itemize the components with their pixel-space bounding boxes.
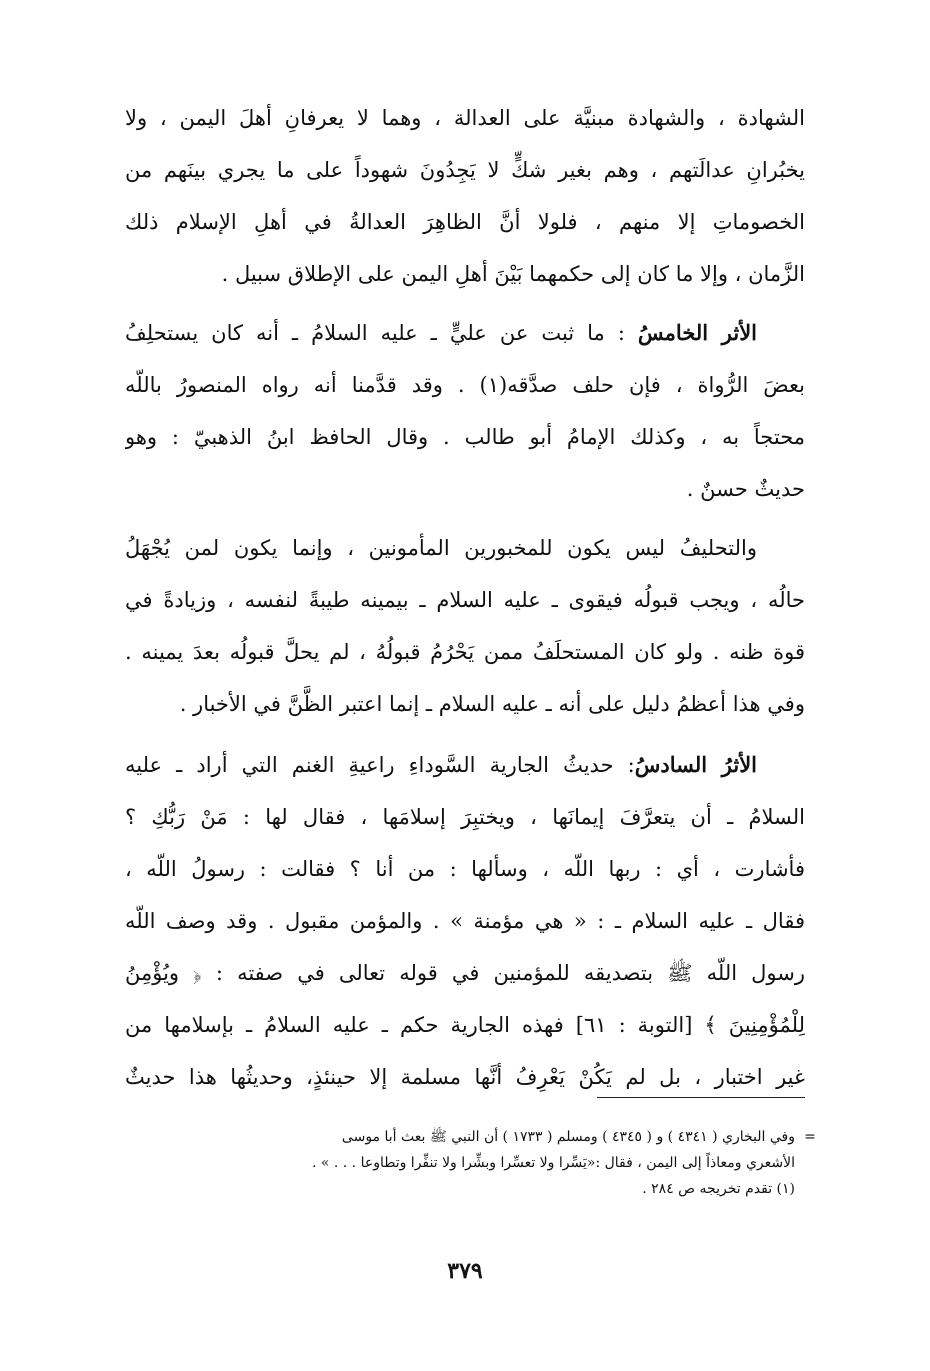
continuation-marker: =	[804, 1129, 816, 1145]
footnote-line	[125, 1124, 825, 1150]
text-line-rest: : ما ثبت عن عليٍّ ـ عليه السلامُ ـ أنه كان يستحلِفُ	[125, 321, 638, 345]
text-line-rest: : حديثُ الجارية السَّوداءِ راعيةِ الغنم التي أراد ـ عليه	[125, 753, 635, 777]
text-line: والتحليفُ ليس يكون للمخبورين المأمونين ، وإنما يكون لمن يُجْهَلُ	[125, 536, 757, 560]
paragraph-athar-khamis	[125, 307, 805, 515]
paragraph-1	[125, 92, 805, 300]
text-line: بعضَ الرُّواة ، فإن حلف صدَّقه(١) . وقد قدَّمنا أنه رواه المنصورُ باللّه	[125, 373, 805, 397]
text-line	[125, 739, 805, 791]
text-line: قوة ظنه . ولو كان المستحلَفُ ممن يَحْرُمُ قبولُهُ ، لم يحلَّ قبولُه بعدَ يمينه .	[125, 640, 805, 664]
text-line: محتجاً به ، وكذلك الإمامُ أبو طالب . وقال الحافظ ابنُ الذهبيّ : وهو	[125, 425, 805, 449]
footnote-text: وفي البخاري ( ٤٣٤١ ) و ( ٤٣٤٥ ) ومسلم ( ١٧٣٣ ) أن النبي ﷺ بعث أبا موسى	[341, 1129, 795, 1145]
text-line: حالُه ، ويجب قبولُه فيقوى ـ عليه السلام ـ بيمينه طيبةً لنفسه ، وزيادةً في	[125, 588, 805, 612]
text-line: يخبُرانِ عدالَتهم ، وهم بغير شكٍّ لا يَجِدُونَ شهوداً على ما يجري بينَهم من	[125, 158, 805, 182]
paragraph-tahlif	[125, 522, 805, 730]
page-number: ٣٧٩	[447, 1258, 483, 1284]
text-line	[125, 307, 805, 359]
footnote-line: (١) تقدم تخريجه ص ٢٨٤ .	[642, 1181, 795, 1197]
text-line: فأشارت ، أي : ربها اللّه ، وسألها : من أنا ؟ فقالت : رسولُ اللّه ،	[125, 857, 805, 881]
footnote-separator	[597, 1097, 805, 1098]
text-line: الخصوماتِ إلا منهم ، فلولا أنَّ الظاهِرَ العدالةُ في أهلِ الإسلام ذلك	[125, 210, 805, 234]
text-line: وفي هذا أعظمُ دليل على أنه ـ عليه السلام ـ إنما اعتبر الظَّنَّ في الأخبار .	[179, 692, 805, 716]
text-line: غير اختبار ، بل لم يَكُنْ يَعْرِفُ أنَّها مسلمة إلا حينئذٍ، وحديثُها هذا حديثٌ	[125, 1065, 805, 1089]
text-line: الشهادة ، والشهادة مبنيَّة على العدالة ، وهما لا يعرفانِ أهلَ اليمن ، ولا	[125, 106, 805, 130]
text-line: حديثٌ حسنٌ .	[686, 477, 805, 501]
text-line: رسول اللّه ﷺ بتصديقه للمؤمنين في قوله تعالى في صفته : ﴿ ويُؤْمِنُ	[125, 961, 805, 985]
section-heading: الأثر الخامسُ	[637, 320, 757, 345]
text-line: الزَّمان ، وإلا ما كان إلى حكمهما بَيْنَ أهلِ اليمن على الإطلاق سبيل .	[221, 262, 805, 286]
paragraph-athar-sadis	[125, 739, 805, 1103]
text-line: لِلْمُؤْمِنِينَ ﴾ [التوبة : ٦١] فهذه الجارية حكم ـ عليه السلامُ ـ بإسلامها من	[125, 1013, 805, 1037]
footnote-line: الأشعري ومعاذاً إلى اليمن ، فقال :«يَسِّرا ولا تعسِّرا وبشِّرا ولا تنفِّرا وتطاوعا . . . » .	[311, 1155, 795, 1171]
text-line: فقال ـ عليه السلام ـ : « هي مؤمنة » . والمؤمن مقبول . وقد وصف اللّه	[125, 909, 805, 933]
footnotes	[125, 1124, 825, 1202]
text-line: السلامُ ـ أن يتعرَّفَ إيمانَها ، ويختبِرَ إسلامَها ، فقال لها : مَنْ رَبُّكِ ؟	[125, 805, 805, 829]
section-heading: الأثرُ السادسُ	[634, 752, 757, 777]
